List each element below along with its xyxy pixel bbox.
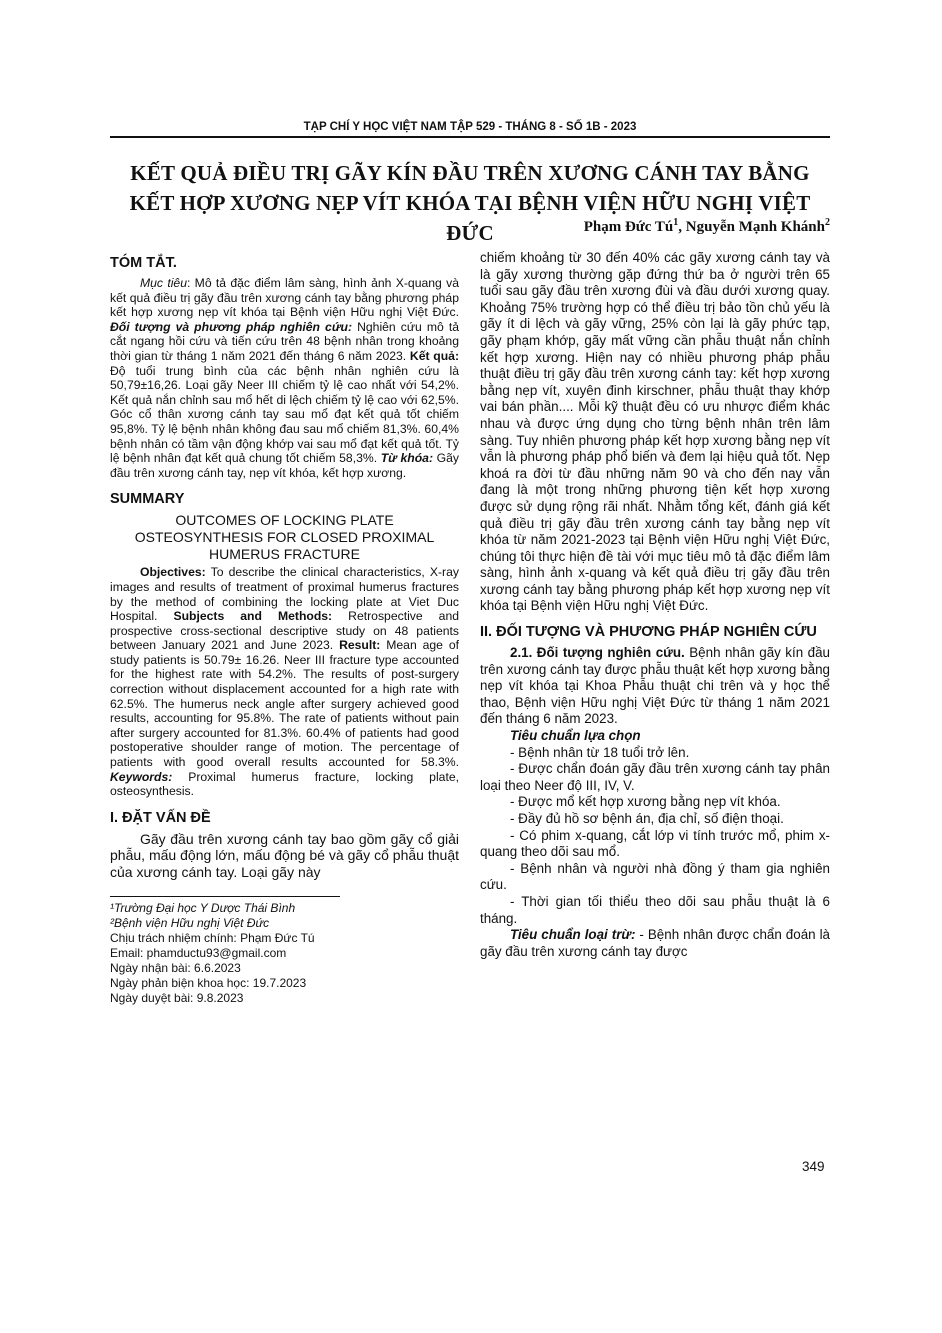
tu-khoa-text: Gãy đầu trên xương cánh tay, nẹp vít khóa, kết hợp xương. (110, 451, 459, 480)
summary-heading: SUMMARY (110, 491, 185, 508)
title-line-2: KẾT HỢP XƯƠNG NẸP VÍT KHÓA TẠI BỆNH VIỆN HỮU NGHỊ VIỆT ĐỨC (129, 191, 811, 245)
subjects-label: Subjects and Methods: (173, 609, 333, 624)
objectives-text: To describe the clinical characteristics, X-ray images and results of treatment of proximal humerus fractures by the method of combining the locking plate at Viet Duc Hospital. (110, 565, 459, 624)
author-2: Nguyễn Mạnh Khánh (685, 219, 825, 235)
author-separator: , (678, 219, 686, 235)
footnote-accepted: Ngày duyệt bài: 9.8.2023 (110, 991, 244, 1006)
title-line-1: KẾT QUẢ ĐIỀU TRỊ GÃY KÍN ĐẦU TRÊN XƯƠNG CÁNH TAY BẰNG (130, 161, 810, 185)
inclusion-item: - Đầy đủ hồ sơ bệnh án, địa chỉ, số điện thoại. (510, 811, 784, 826)
inclusion-item: - Được mổ kết hợp xương bằng nẹp vít khóa. (510, 794, 781, 810)
intro-heading: I. ĐẶT VẤN ĐỀ (110, 809, 211, 826)
abstract-vi-body (110, 276, 459, 480)
footnote-rule (110, 896, 340, 897)
subjects-text: Retrospective and prospective cross-sectional descriptive study on 48 patients between January 2021 and June 2023. (110, 609, 460, 653)
footnote-reviewed: Ngày phản biện khoa học: 19.7.2023 (110, 976, 307, 991)
footnote-received: Ngày nhận bài: 6.6.2023 (110, 961, 241, 976)
inclusion-item: - Được chẩn đoán gãy đầu trên xương cánh tay phân loại theo Neer độ III, IV, V. (480, 761, 830, 793)
footnote-corresponding: Chịu trách nhiệm chính: Phạm Đức Tú (110, 931, 315, 946)
journal-header: TẠP CHÍ Y HỌC VIỆT NAM TẬP 529 - THÁNG 8 - SỐ 1B - 2023 (303, 121, 637, 133)
page-number: 349 (802, 1159, 825, 1174)
subjects-sub-text: Bệnh nhân gãy kín đầu trên xương cánh tay được phẫu thuật kết hợp xương bằng nẹp vít khóa tại Khoa Phẫu thuật chi trên và y học thể thao, Bệnh viện Hữu nghị Việt Đức từ tháng 1 năm 2021 đến tháng 6 năm 2023. (480, 645, 830, 727)
result-text: Mean age of study patients is 50.79± 16.26. Neer III fracture type accounted for the highest rate with 54.2%. The results of post-surgery correction without displacement accounted for a high rate with 62.5%. The humerus neck angle after surgery achieved good results, accounting for 95.8%. The rate of patients without pain after surgery accounted for 81.3%. 60.4% of patients had good postoperative shoulder range of motion. The percentage of patients with good overall results accounted for 58.3%. (110, 638, 459, 770)
methods-heading: II. ĐỐI TƯỢNG VÀ PHƯƠNG PHÁP NGHIÊN CỨU (480, 624, 817, 641)
keywords-text: Proximal humerus fracture, locking plate, osteosynthesis. (110, 769, 459, 799)
footnote-email: Email: phamductu93@gmail.com (110, 946, 287, 961)
intro-text-right: chiếm khoảng từ 30 đến 40% các gãy xương cánh tay và là gãy xương thường gặp đứng thứ ba ở người trên 65 tuổi sau gãy đầu trên xương đùi và đầu dưới xương quay. Khoảng 75% trường hợp có thể điều trị bảo tồn chủ yếu là gãy ít di lệch và gãy vững, 25% còn lại là gãy phức tạp, gãy phạm khớp, gãy mất vững cần phẫu thuật nắn chỉnh kết hợp xương. Hiện nay có nhiều phương pháp phẫu thuật điều trị gãy đầu trên xương cánh tay: kết hợp xương bằng nẹp vít, xuyên đinh kirschner, phẫu thuật thay khớp vai bán phần.... Mỗi kỹ thuật đều có ưu nhược điểm khác nhau và được ứng dụng cho từng bệnh nhân trên lâm sàng. Tuy nhiên phương pháp kết hợp xương bằng nẹp vít vẫn là phương pháp phổ biến và đem lại hiệu quả tốt. Nẹp khoá ra đời từ đầu những năm 90 và cho đến nay vẫn đang là một trong những phương tiện kết hợp xương được sử dụng rộng rãi nhất. Nhằm tổng kết, đánh giá kết quả điều trị gãy đầu trên xương cánh tay bằng nẹp vít khóa từ năm 2021-2023 tại Bệnh viện Hữu nghị Việt Đức, chúng tôi thực hiện đề tài với mục tiêu mô tả đặc điểm lâm sàng, hình ảnh x-quang và kết quả điều trị gãy đầu trên xương cánh tay bằng phương pháp kết hợp xương nẹp vít khóa tại Bệnh viện Hữu nghị Việt Đức. (480, 250, 830, 614)
abstract-heading: TÓM TẮT. (110, 255, 177, 271)
exclusion-paragraph (480, 927, 830, 960)
summary-title: OUTCOMES OF LOCKING PLATE OSTEOSYNTHESIS FOR CLOSED PROXIMAL HUMERUS FRACTURE (134, 512, 435, 563)
result-label: Result: (339, 638, 381, 653)
inclusion-heading: Tiêu chuẩn lựa chọn (510, 728, 641, 744)
intro-text-left: Gãy đầu trên xương cánh tay bao gồm gãy cổ giải phẫu, mấu động lớn, mấu động bé và gãy cổ phẫu thuật của xương cánh tay. Loại gãy này (110, 830, 459, 880)
inclusion-item: - Bệnh nhân từ 18 tuổi trở lên. (510, 744, 690, 760)
exclusion-text: - Bệnh nhân được chẩn đoán là gãy đầu trên xương cánh tay được (480, 927, 830, 959)
subjects-paragraph (480, 645, 830, 728)
objectives-label: Objectives: (140, 565, 206, 580)
inclusion-item: - Bệnh nhân và người nhà đồng ý tham gia nghiên cứu. (480, 860, 830, 893)
inclusion-item: - Có phim x-quang, cắt lớp vi tính trước mổ, phim x-quang theo dõi sau mổ. (480, 827, 830, 860)
right-column (480, 250, 830, 960)
header-rule (110, 136, 830, 138)
authors (584, 217, 830, 236)
ket-qua-text: Độ tuổi trung bình của các bệnh nhân nghiên cứu là 50,79±16,26. Loại gãy Neer III chiếm tỷ lệ cao nhất với 54,2%. Kết quả nắn chỉnh sau mổ hết di lệch chiếm tỷ lệ cao với 62,5%. Góc cổ thân xương cánh tay sau mổ đạt kết quả tốt chiếm 95,8%. Tỷ lệ bệnh nhân không đau sau mổ chiếm 81,3%. 60,4% bệnh nhân có tầm vận động khớp vai sau mổ đạt kết quả tốt. Tỷ lệ bệnh nhân đạt kết quả chung tốt chiếm 58,3%. (110, 363, 459, 466)
author-1: Phạm Đức Tú (583, 219, 674, 235)
tu-khoa-label: Từ khóa: (380, 451, 434, 466)
keywords-label: Keywords: (110, 769, 173, 784)
doi-tuong-label: Đối tượng và phương pháp nghiên cứu: (110, 319, 353, 334)
summary-body (110, 565, 459, 799)
ket-qua-label: Kết quả: (409, 348, 459, 363)
footnote-affil-1: ¹Trường Đại học Y Dược Thái Bình (110, 901, 296, 916)
exclusion-label: Tiêu chuẩn loại trừ: (510, 927, 636, 943)
author-2-affil: 2 (825, 217, 830, 228)
footnote-affil-2: ²Bệnh viện Hữu nghị Việt Đức (110, 916, 270, 931)
doi-tuong-text: Nghiên cứu mô tả cắt ngang hồi cứu và tiến cứu trên 48 bệnh nhân trong khoảng thời gian từ tháng 1 năm 2021 đến tháng 6 năm 2023. (110, 319, 459, 363)
left-column (110, 250, 459, 1006)
author-1-affil: 1 (673, 217, 679, 228)
subjects-sub-label: 2.1. Đối tượng nghiên cứu. (510, 645, 685, 661)
muc-tieu-label: Mục tiêu (140, 276, 187, 290)
muc-tieu-text: : Mô tả đặc điểm lâm sàng, hình ảnh X-quang và kết quả điều trị gãy đầu trên xương cánh tay bằng phương pháp kết hợp xương nẹp vít khóa tại Bệnh viện Hữu nghị Việt Đức. (110, 276, 459, 320)
inclusion-item: - Thời gian tối thiểu theo dõi sau phẫu thuật là 6 tháng. (480, 893, 830, 926)
